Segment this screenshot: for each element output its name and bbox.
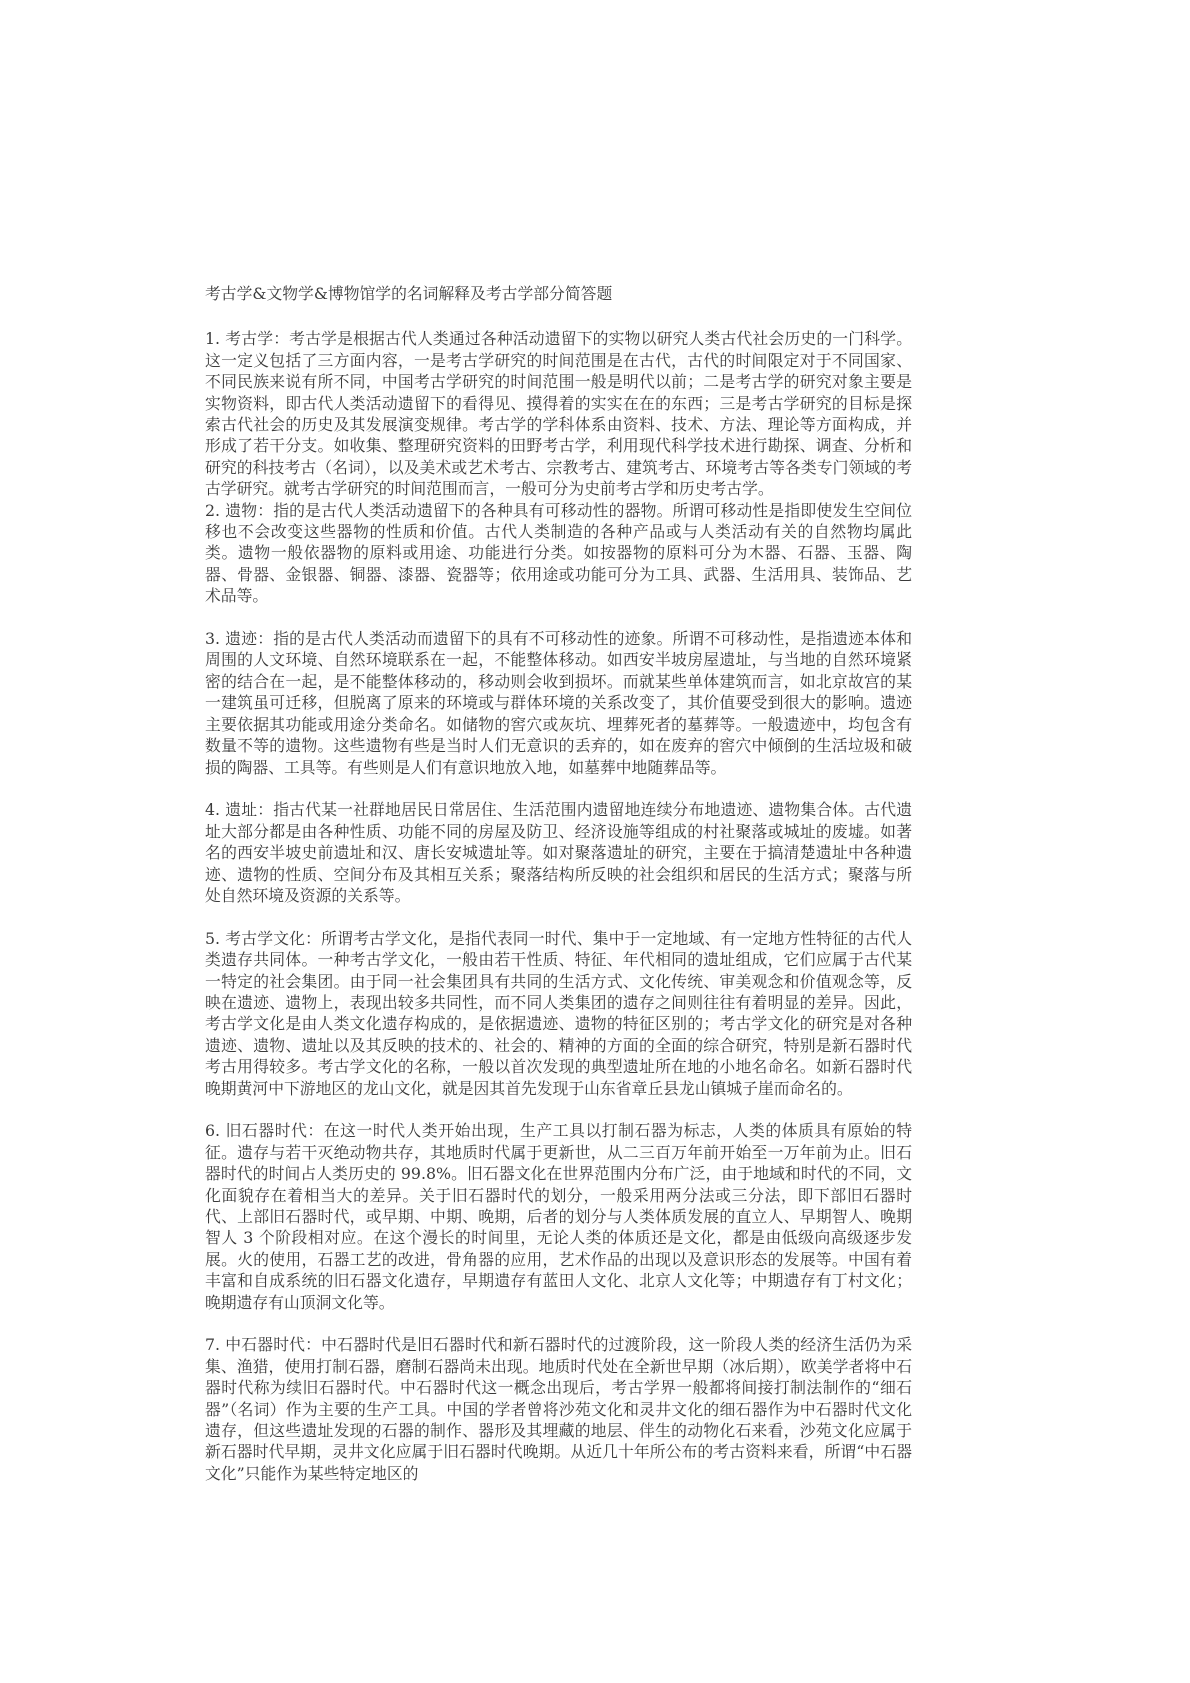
paragraph: 2. 遗物：指的是古代人类活动遗留下的各种具有可移动性的器物。所谓可移动性是指即使发生空间位移也不会改变这些器物的性质和价值。古代人类制造的各种产品或与人类活动有关的自然物均属此类。遗物一般依器物的原料或用途、功能进行分类。如按器物的原料可分为木器、石器、玉器、陶器、骨器、金银器、铜器、漆器、瓷器等；依用途或功能可分为工具、武器、生活用具、装饰品、艺术品等。 — [205, 500, 912, 606]
paragraph-list — [205, 328, 912, 1484]
paragraph: 5. 考古学文化：所谓考古学文化，是指代表同一时代、集中于一定地域、有一定地方性特征的古代人类遗存共同体。一种考古学文化，一般由若干性质、特征、年代相同的遗址组成，它们应属于古代某一特定的社会集团。由于同一社会集团具有共同的生活方式、文化传统、审美观念和价值观念等，反映在遗迹、遗物上，表现出较多共同性，而不同人类集团的遗存之间则往往有着明显的差异。因此，考古学文化是由人类文化遗存构成的，是依据遗迹、遗物的特征区别的；考古学文化的研究是对各种遗迹、遗物、遗址以及其反映的技术的、社会的、精神的方面的全面的综合研究，特别是新石器时代考古用得较多。考古学文化的名称，一般以首次发现的典型遗址所在地的小地名命名。如新石器时代晚期黄河中下游地区的龙山文化，就是因其首先发现于山东省章丘县龙山镇城子崖而命名的。 — [205, 928, 912, 1098]
paragraph: 7. 中石器时代：中石器时代是旧石器时代和新石器时代的过渡阶段，这一阶段人类的经济生活仍为采集、渔猎，使用打制石器，磨制石器尚未出现。地质时代处在全新世早期（冰后期），欧美学者将中石器时代称为续旧石器时代。中石器时代这一概念出现后，考古学界一般都将间接打制法制作的“细石器”（名词）作为主要的生产工具。中国的学者曾将沙苑文化和灵井文化的细石器作为中石器时代文化遗存，但这些遗址发现的石器的制作、器形及其埋藏的地层、伴生的动物化石来看，沙苑文化应属于新石器时代早期，灵井文化应属于旧石器时代晚期。从近几十年所公布的考古资料来看，所谓“中石器文化”只能作为某些特定地区的 — [205, 1335, 912, 1483]
paragraph: 3. 遗迹：指的是古代人类活动而遗留下的具有不可移动性的迹象。所谓不可移动性，是指遗迹本体和周围的人文环境、自然环境联系在一起，不能整体移动。如西安半坡房屋遗址，与当地的自然环境紧密的结合在一起，是不能整体移动的，移动则会收到损坏。而就某些单体建筑而言，如北京故宫的某一建筑虽可迁移，但脱离了原来的环境或与群体环境的关系改变了，其价值要受到很大的影响。遗迹主要依据其功能或用途分类命名。如储物的窖穴或灰坑、埋葬死者的墓葬等。一般遗迹中，均包含有数量不等的遗物。这些遗物有些是当时人们无意识的丢弃的，如在废弃的窖穴中倾倒的生活垃圾和破损的陶器、工具等。有些则是人们有意识地放入地，如墓葬中地随葬品等。 — [205, 629, 912, 777]
document-page — [178, 80, 1012, 1600]
document-title: 考古学&文物学&博物馆学的名词解释及考古学部分简答题 — [205, 284, 613, 303]
paragraph: 6. 旧石器时代：在这一时代人类开始出现，生产工具以打制石器为标志，人类的体质具有原始的特征。遗存与若干灭绝动物共存，其地质时代属于更新世，从二三百万年前开始至一万年前为止。旧石器时代的时间占人类历史的 99.8%。旧石器文化在世界范围内分布广泛，由于地域和时代的不同，文化面貌存在着相当大的差异。关于旧石器时代的划分，一般采用两分法或三分法，即下部旧石器时代、上部旧石器时代，或早期、中期、晚期，后者的划分与人类体质发展的直立人、早期智人、晚期智人 3 个阶段相对应。在这个漫长的时间里，无论人类的体质还是文化，都是由低级向高级逐步发展。火的使用，石器工艺的改进，骨角器的应用，艺术作品的出现以及意识形态的发展等。中国有着丰富和自成系统的旧石器文化遗存，早期遗存有蓝田人文化、北京人文化等；中期遗存有丁村文化；晚期遗存有山顶洞文化等。 — [205, 1121, 912, 1312]
paragraph: 1. 考古学：考古学是根据古代人类通过各种活动遗留下的实物以研究人类古代社会历史的一门科学。这一定义包括了三方面内容，一是考古学研究的时间范围是在古代，古代的时间限定对于不同国家、不同民族来说有所不同，中国考古学研究的时间范围一般是明代以前；二是考古学的研究对象主要是实物资料，即古代人类活动遗留下的看得见、摸得着的实实在在的东西；三是考古学研究的目标是探索古代社会的历史及其发展演变规律。考古学的学科体系由资料、技术、方法、理论等方面构成，并形成了若干分支。如收集、整理研究资料的田野考古学，利用现代科学技术进行勘探、调查、分析和研究的科技考古（名词），以及美术或艺术考古、宗教考古、建筑考古、环境考古等各类专门领域的考古学研究。就考古学研究的时间范围而言，一般可分为史前考古学和历史考古学。 — [205, 329, 912, 499]
paragraph: 4. 遗址：指古代某一社群地居民日常居住、生活范围内遗留地连续分布地遗迹、遗物集合体。古代遗址大部分都是由各种性质、功能不同的房屋及防卫、经济设施等组成的村社聚落或城址的废墟。如著名的西安半坡史前遗址和汉、唐长安城遗址等。如对聚落遗址的研究，主要在于搞清楚遗址中各种遗迹、遗物的性质、空间分布及其相互关系；聚落结构所反映的社会组织和居民的生活方式；聚落与所处自然环境及资源的关系等。 — [205, 800, 912, 905]
document-body — [205, 283, 912, 1484]
